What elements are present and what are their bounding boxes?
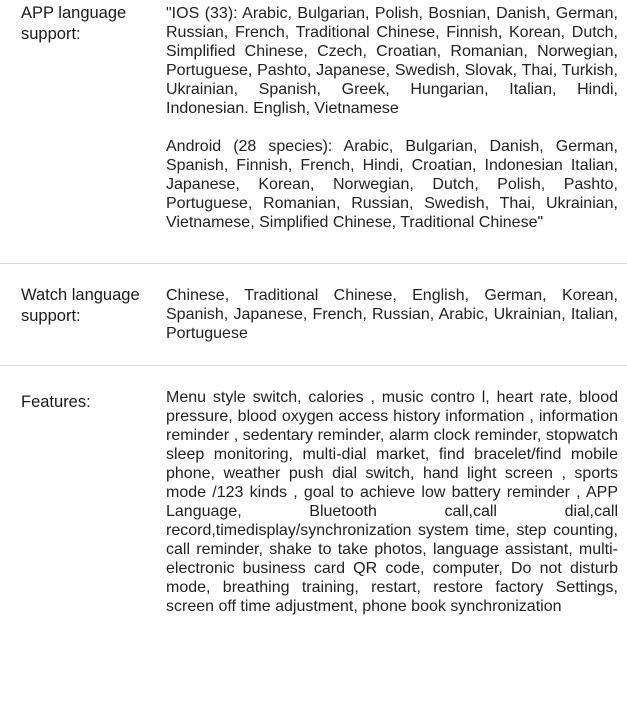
spec-value-app-language bbox=[166, 4, 618, 232]
spec-label-watch-language: Watch language support: bbox=[21, 286, 140, 325]
spec-value-features: Menu style switch, calories , music contro l, heart rate, blood pressure, blood oxygen access history information , information reminder , sedentary reminder, alarm clock reminder, stopwatch sleep monitoring, multi-dial market, find bracelet/find mobile phone, weather push dial switch, hand light screen , sports mode /123 kinds , goal to achieve low battery reminder , APP Language, Bluetooth call,call dial,call record,timedisplay/synchronization system time, step counting, call reminder, shake to take photos, language assistant, multi-electronic business card QR code, computer, Do not disturb mode, breathing training, restart, restore factory Settings, screen off time adjustment, phone book synchronization bbox=[166, 389, 618, 615]
spec-value-watch-language: Chinese, Traditional Chinese, English, German, Korean, Spanish, Japanese, French, Russian, Arabic, Ukrainian, Italian, Portuguese bbox=[166, 287, 618, 342]
ios-language-list: "IOS (33): Arabic, Bulgarian, Polish, Bosnian, Danish, German, Russian, French, Traditional Chinese, Finnish, Korean, Dutch, Simplified Chinese, Czech, Croatian, Romanian, Norwegian, Portuguese, Pashto, Japanese, Swedish, Slovak, Thai, Turkish, Ukrainian, Spanish, Greek, Hungarian, Italian, Hindi, Indonesian. English, Vietnamese bbox=[166, 5, 618, 117]
row-divider bbox=[0, 365, 627, 366]
android-language-list: Android (28 species): Arabic, Bulgarian, Danish, German, Spanish, Finnish, French, Hindi, Croatian, Indonesian Italian, Japanese, Korean, Norwegian, Dutch, Polish, Pashto, Portuguese, Romanian, Russian, Swedish, Thai, Ukrainian, Vietnamese, Simplified Chinese, Traditional Chinese" bbox=[166, 138, 618, 231]
spec-label-features: Features: bbox=[21, 393, 91, 411]
row-divider bbox=[0, 263, 627, 264]
spec-label-app-language: APP language support: bbox=[21, 4, 127, 43]
